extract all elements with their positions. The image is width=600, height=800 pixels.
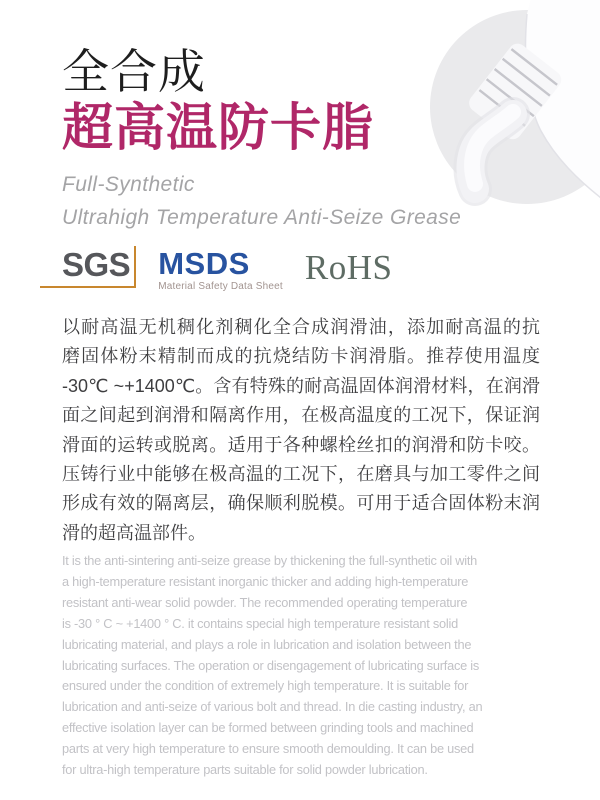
description-english-line: lubrication and anti-seize of various bolt and thread. In die casting industry, an xyxy=(62,699,483,715)
product-title-en-line1: Full-Synthetic xyxy=(62,173,195,196)
certification-logos xyxy=(40,246,393,292)
product-title-cn: 全合成 xyxy=(62,45,206,98)
product-title-en xyxy=(62,168,461,234)
description-english-line: It is the anti-sintering anti-seize grease by thickening the full-synthetic oil with xyxy=(62,553,478,568)
msds-logo-label: MSDS xyxy=(158,246,250,281)
description-english-line: ensured under the condition of extremely high temperature. It is suitable for xyxy=(62,678,469,694)
description-english-line: lubricating surfaces. The operation or disengagement of lubricating surface is xyxy=(62,657,480,673)
description-chinese-line: 以耐高温无机稠化剂稠化全合成润滑油，添加耐高温的抗 xyxy=(62,317,540,337)
description-english xyxy=(62,551,544,781)
description-english-line: a high-temperature resistant inorganic thicker and adding high-temperature xyxy=(62,573,469,589)
description-chinese-line: 滑面的运转或脱离。适用于各种螺栓丝扣的润滑和防卡咬。 xyxy=(62,434,540,455)
description-chinese-line: 磨固体粉末精制而成的抗烧结防卡润滑脂。推荐使用温度 xyxy=(62,346,540,367)
description-english-line: lubricating material, and plays a role in lubrication and isolation between the xyxy=(62,636,472,652)
description-english-line: effective isolation layer can be formed between grinding tools and machined xyxy=(62,720,474,736)
product-title-en-line2: Ultrahigh Temperature Anti-Seize Grease xyxy=(62,206,462,229)
rohs-logo: RoHS xyxy=(304,248,393,287)
description-english-line: is -30 ° C ~ +1400 ° C. it contains special high temperature resistant solid xyxy=(62,615,458,631)
description-english-line: for ultra-high temperature parts suitable for solid powder lubrication. xyxy=(62,762,428,778)
description-english-line: parts at very high temperature to ensure smooth demoulding. It can be used xyxy=(62,741,474,757)
sgs-logo xyxy=(40,246,136,288)
description-chinese-line: 滑的超高温部件。 xyxy=(62,522,206,543)
description-chinese-line: -30℃ ~+1400℃。含有特殊的耐高温固体润滑材料，在润滑 xyxy=(62,375,540,396)
description-english-line: resistant anti-wear solid powder. The recommended operating temperature xyxy=(62,594,468,610)
description-chinese-line: 压铸行业中能够在极高温的工况下，在磨具与加工零件之间 xyxy=(62,464,540,485)
product-subtitle-cn: 超高温防卡脂 xyxy=(62,99,375,156)
msds-logo-sublabel: Material Safety Data Sheet xyxy=(158,281,283,292)
description-chinese xyxy=(62,313,540,548)
msds-logo xyxy=(158,246,283,292)
sgs-logo-label: SGS xyxy=(62,246,131,283)
description-chinese-line: 面之间起到润滑和隔离作用，在极高温度的工况下，保证润 xyxy=(62,405,540,426)
description-chinese-line: 形成有效的隔离层，确保顺利脱模。可用于适合固体粉末润 xyxy=(62,493,540,514)
